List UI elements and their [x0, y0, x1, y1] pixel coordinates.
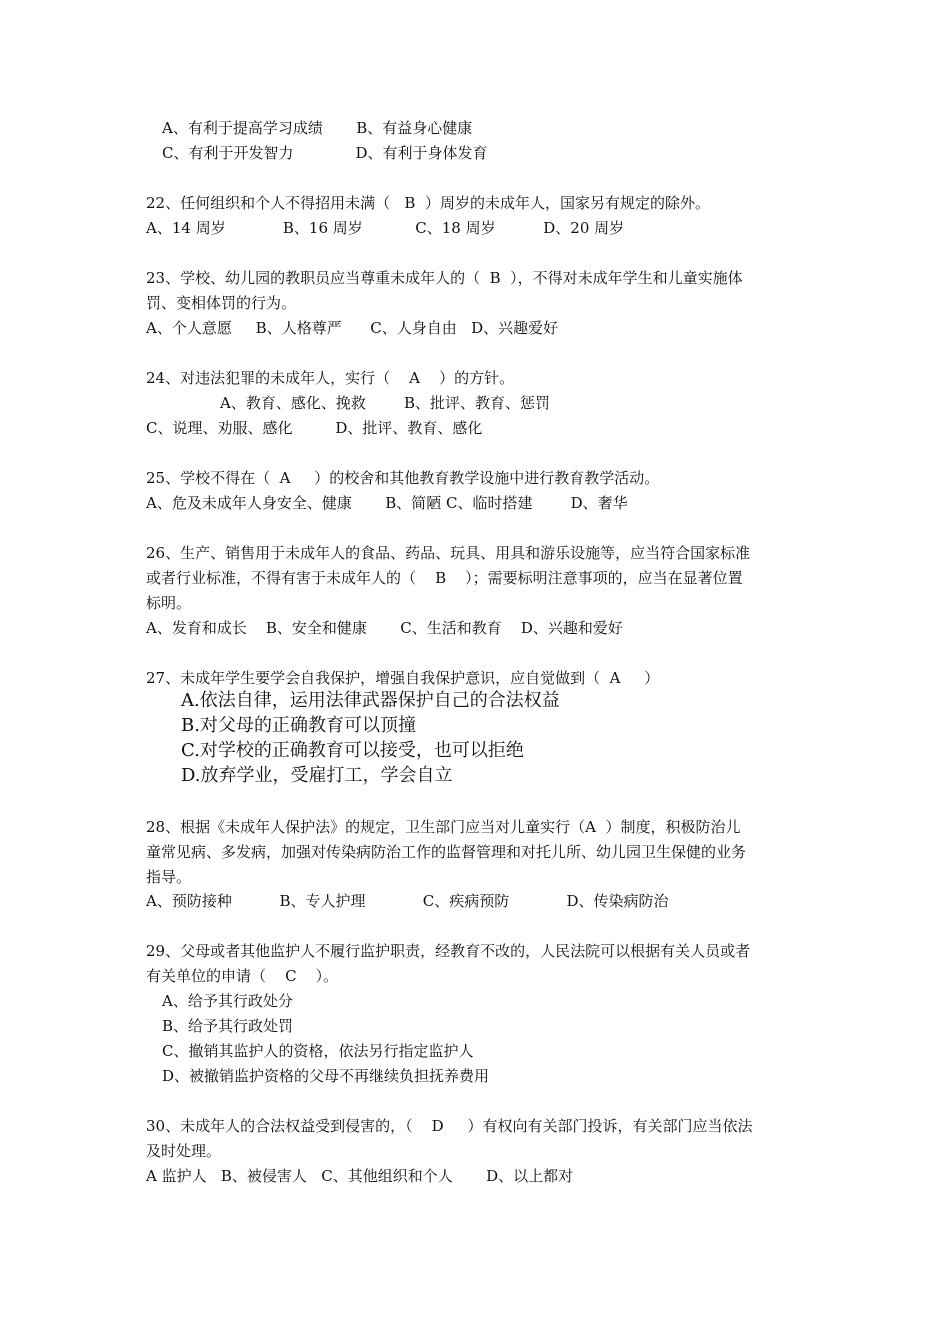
- q29-option-c: C、撤销其监护人的资格，依法另行指定监护人: [162, 1042, 474, 1060]
- q23-options: A、个人意愿 B、人格尊严 C、人身自由 D、兴趣爱好: [146, 319, 559, 337]
- q25-options: A、危及未成年人身安全、健康 B、简陋 C、临时搭建 D、奢华: [146, 494, 628, 512]
- q27-option-d: D.放弃学业，受雇打工，学会自立: [181, 765, 453, 786]
- q28-question-line-3: 指导。: [146, 868, 192, 886]
- q24-question: 24、对违法犯罪的未成年人，实行（ A ）的方针。: [146, 369, 515, 387]
- q27-option-c: C.对学校的正确教育可以接受，也可以拒绝: [181, 740, 524, 761]
- q28-question-line-2: 童常见病、多发病，加强对传染病防治工作的监督管理和对托儿所、幼儿园卫生保健的业务: [146, 843, 747, 861]
- q30-question-line-1: 30、未成年人的合法权益受到侵害的，（ D ）有权向有关部门投诉，有关部门应当依法: [146, 1117, 753, 1135]
- q26-question-line-2: 或者行业标准，不得有害于未成年人的（ B ）；需要标明注意事项的，应当在显著位置: [146, 569, 743, 587]
- q30-options: A 监护人 B、被侵害人 C、其他组织和个人 D、以上都对: [146, 1167, 574, 1185]
- q21-options-line-1: A、有利于提高学习成绩 B、有益身心健康: [162, 119, 473, 137]
- q28-options: A、预防接种 B、专人护理 C、疾病预防 D、传染病防治: [146, 892, 669, 910]
- q21-options-line-2: C、有利于开发智力 D、有利于身体发育: [162, 144, 488, 162]
- q23-question-line-1: 23、学校、幼儿园的教职员应当尊重未成年人的（ B ），不得对未成年学生和儿童实施体: [146, 269, 743, 287]
- q23-question-line-2: 罚、变相体罚的行为。: [146, 294, 297, 312]
- q22-question: 22、任何组织和个人不得招用未满（ B ）周岁的未成年人，国家另有规定的除外。: [146, 194, 710, 212]
- q29-option-a: A、给予其行政处分: [162, 992, 293, 1010]
- q24-options-line-1: A、教育、感化、挽救 B、批评、教育、惩罚: [220, 394, 551, 412]
- q29-option-d: D、被撤销监护资格的父母不再继续负担抚养费用: [162, 1067, 490, 1085]
- q27-option-b: B.对父母的正确教育可以顶撞: [181, 715, 416, 736]
- q30-question-line-2: 及时处理。: [146, 1142, 222, 1160]
- q26-question-line-1: 26、生产、销售用于未成年人的食品、药品、玩具、用具和游乐设施等，应当符合国家标准: [146, 544, 751, 562]
- q28-question-line-1: 28、根据《未成年人保护法》的规定，卫生部门应当对儿童实行（A ）制度，积极防治儿: [146, 818, 741, 836]
- q25-question: 25、学校不得在（ A ）的校舍和其他教育教学设施中进行教育教学活动。: [146, 469, 660, 487]
- q29-question-line-2: 有关单位的申请（ C ）。: [146, 967, 339, 985]
- q29-option-b: B、给予其行政处罚: [162, 1017, 294, 1035]
- q22-options: A、14 周岁 B、16 周岁 C、18 周岁 D、20 周岁: [146, 219, 625, 237]
- q24-options-line-2: C、说理、劝服、感化 D、批评、教育、感化: [146, 419, 483, 437]
- q26-options: A、发育和成长 B、安全和健康 C、生活和教育 D、兴趣和爱好: [146, 619, 623, 637]
- q29-question-line-1: 29、父母或者其他监护人不履行监护职责，经教育不改的，人民法院可以根据有关人员或者: [146, 942, 751, 960]
- q27-question: 27、未成年学生要学会自我保护，增强自我保护意识，应自觉做到（ A ）: [146, 669, 660, 687]
- q27-option-a: A.依法自律，运用法律武器保护自己的合法权益: [181, 690, 560, 711]
- q26-question-line-3: 标明。: [146, 594, 192, 612]
